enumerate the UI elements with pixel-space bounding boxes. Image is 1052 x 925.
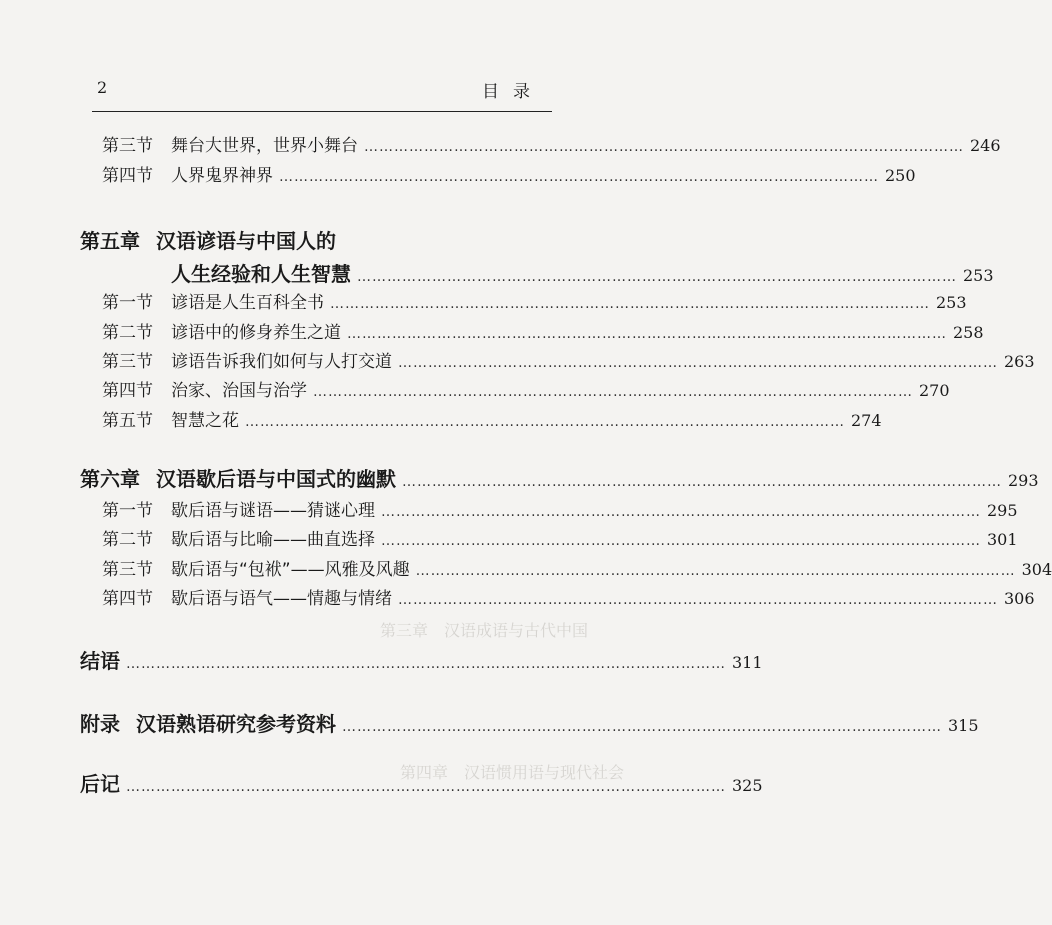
page-number: 293: [1008, 471, 1039, 490]
toc-entry[interactable]: [102, 288, 967, 313]
page-number: 315: [948, 716, 979, 735]
leader-dots: [347, 326, 947, 342]
leader-dots: [313, 384, 913, 400]
section-title: 谚语告诉我们如何与人打交道: [171, 352, 392, 372]
page-number: 306: [1004, 589, 1035, 608]
chapter-label: 第五章: [80, 229, 140, 253]
section-title: 谚语是人生百科全书: [171, 293, 324, 313]
section-label: 第一节: [102, 501, 153, 521]
page-number: 253: [936, 293, 967, 312]
section-label: 第三节: [102, 136, 153, 156]
page-number: 250: [885, 166, 916, 185]
page-number: 270: [919, 381, 950, 400]
toc-entry[interactable]: [102, 161, 916, 186]
toc-entry[interactable]: [102, 318, 984, 343]
toc-entry[interactable]: [102, 347, 1035, 372]
leader-dots: [398, 592, 998, 608]
page-number: 301: [987, 530, 1018, 549]
leader-dots: [279, 169, 879, 185]
leader-dots: [357, 269, 957, 285]
leader-dots: [381, 533, 981, 549]
page-number: 263: [1004, 352, 1035, 371]
page-number: 258: [953, 323, 984, 342]
section-title: 谚语中的修身养生之道: [171, 323, 341, 343]
header-page-number: 2: [97, 78, 108, 97]
conclusion-entry[interactable]: [80, 645, 763, 674]
leader-dots: [126, 779, 726, 795]
header-section-title: 目录: [482, 82, 544, 102]
chapter-heading[interactable]: [80, 463, 1039, 492]
section-title: 舞台大世界，世界小舞台: [171, 136, 358, 156]
section-title: 歇后语与“包袱”——风雅及风趣: [171, 560, 410, 580]
page-number: 311: [732, 653, 763, 672]
appendix-entry[interactable]: [80, 708, 979, 737]
chapter-heading[interactable]: [80, 225, 552, 254]
section-title: 智慧之花: [171, 411, 239, 431]
show-through-text: 第三章 汉语成语与古代中国: [380, 621, 589, 640]
toc-entry[interactable]: [102, 131, 1001, 156]
section-label: 第一节: [102, 293, 153, 313]
page-number: 295: [987, 501, 1018, 520]
leader-dots: [330, 296, 930, 312]
page-number: 246: [970, 136, 1001, 155]
leader-dots: [245, 414, 845, 430]
section-label: 第三节: [102, 352, 153, 372]
toc-entry[interactable]: [102, 584, 1035, 609]
section-label: 第四节: [102, 589, 153, 609]
section-title: 人界鬼界神界: [171, 166, 273, 186]
page-number: 325: [732, 776, 763, 795]
leader-dots: [126, 656, 726, 672]
page-number: 274: [851, 411, 882, 430]
header-rule: [92, 111, 552, 112]
afterword-title: 后记: [80, 772, 120, 796]
toc-entry[interactable]: [102, 376, 950, 401]
toc-entry[interactable]: [102, 555, 1052, 580]
section-label: 第二节: [102, 530, 153, 550]
chapter-title-line2: 人生经验和人生智慧: [171, 262, 351, 286]
page-number: 253: [963, 266, 994, 285]
page-number: 304: [1021, 560, 1052, 579]
leader-dots: [398, 355, 998, 371]
toc-entry[interactable]: [102, 496, 1018, 521]
section-title: 歇后语与谜语——猜谜心理: [171, 501, 375, 521]
leader-dots: [416, 563, 1016, 579]
section-title: 歇后语与比喻——曲直选择: [171, 530, 375, 550]
chapter-heading-continued[interactable]: [171, 258, 994, 287]
appendix-title: 汉语熟语研究参考资料: [136, 712, 336, 736]
chapter-title: 汉语歇后语与中国式的幽默: [156, 467, 396, 491]
section-title: 治家、治国与治学: [171, 381, 307, 401]
chapter-label: 第六章: [80, 467, 140, 491]
appendix-label: 附录: [80, 712, 120, 736]
conclusion-title: 结语: [80, 649, 120, 673]
chapter-title: 汉语谚语与中国人的: [156, 229, 336, 253]
leader-dots: [381, 504, 981, 520]
section-label: 第四节: [102, 381, 153, 401]
section-label: 第四节: [102, 166, 153, 186]
section-title: 歇后语与语气——情趣与情绪: [171, 589, 392, 609]
leader-dots: [364, 139, 964, 155]
section-label: 第二节: [102, 323, 153, 343]
toc-entry[interactable]: [102, 525, 1018, 550]
section-label: 第五节: [102, 411, 153, 431]
toc-entry[interactable]: [102, 406, 882, 431]
leader-dots: [402, 474, 1002, 490]
leader-dots: [342, 719, 942, 735]
show-through-text: 第四章 汉语惯用语与现代社会: [400, 763, 625, 782]
section-label: 第三节: [102, 560, 153, 580]
